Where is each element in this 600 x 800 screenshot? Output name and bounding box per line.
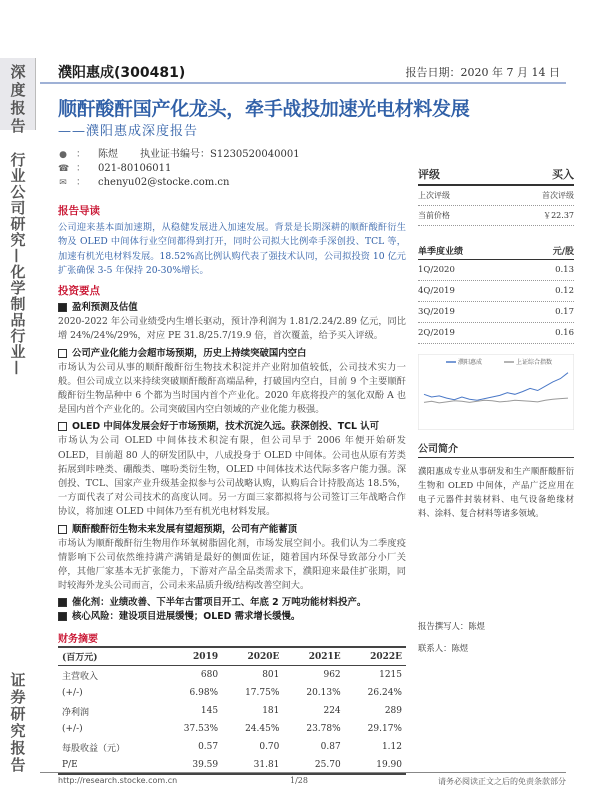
price-trend-svg bbox=[418, 354, 574, 430]
bullet-square-icon bbox=[58, 525, 67, 534]
table-header-cell: 2021E bbox=[283, 647, 344, 666]
table-cell: 1215 bbox=[379, 670, 402, 681]
table-header-cell: (百万元) bbox=[58, 647, 161, 666]
table-cell: 0.70 bbox=[259, 742, 280, 753]
table-row bbox=[58, 666, 406, 685]
table-cell: 每股收益（元） bbox=[62, 743, 126, 754]
person-icon: ● bbox=[59, 150, 67, 160]
table-header-cell: 2020E bbox=[222, 647, 283, 666]
table-row bbox=[58, 738, 406, 757]
table-cell: 29.17% bbox=[367, 724, 402, 735]
table-cell: 289 bbox=[384, 706, 402, 717]
table-cell: 26.24% bbox=[367, 688, 402, 699]
bullet-square-icon bbox=[58, 598, 67, 607]
point-title: 盈利预测及估值 bbox=[72, 302, 138, 314]
eps-row bbox=[418, 281, 574, 302]
rating-line-value: ￥22.37 bbox=[543, 211, 574, 220]
table-cell: 1.12 bbox=[381, 742, 402, 753]
analyst-phone: 021-80106011 bbox=[98, 163, 172, 174]
table-cell: 6.98% bbox=[189, 688, 219, 699]
table-cell: 17.75% bbox=[245, 688, 280, 699]
guide-heading: 报告导读 bbox=[58, 205, 100, 217]
table-cell: 0.87 bbox=[320, 742, 341, 753]
table-cell: (+/-) bbox=[62, 688, 83, 699]
footer-divider bbox=[40, 772, 566, 773]
eps-label: 单季度业绩 bbox=[418, 247, 464, 257]
table-row bbox=[58, 721, 406, 739]
point-text: 市场认为公司从事的顺酐酸酐衍生物技术积淀并产业附加值较低，公司技术实力一般。但公司成立以来持续突破顺酐酸酐高端品种，打破国内空白，目前 9 个主要顺酐酸酐衍生物品种中 6 个都为当时国内首个产业化。2020 年底将投产的氢化双酚 A 也是国内首个产业化的。公司突破国内空白领域的产业化能力极强。 bbox=[58, 361, 406, 416]
rating-label: 评级 bbox=[418, 168, 440, 181]
table-cell: 净利润 bbox=[62, 707, 90, 718]
footer-url[interactable]: http://research.stocke.com.cn bbox=[58, 776, 178, 785]
table-header-cell: 2022E bbox=[345, 647, 406, 666]
eps-value: 0.17 bbox=[555, 307, 574, 317]
table-cell: 962 bbox=[323, 670, 341, 681]
table-cell: 25.70 bbox=[283, 757, 344, 775]
point-item bbox=[58, 347, 406, 361]
industry-label: 行业公司研究—化学制品行业— bbox=[8, 152, 27, 376]
financials-heading: 财务摘要 bbox=[58, 634, 98, 645]
table-cell: 31.81 bbox=[222, 757, 283, 775]
eps-value: 0.13 bbox=[555, 265, 574, 275]
point-title: OLED 中间体发展会好于市场预期，技术沉淀久远。获深创投、TCL 认可 bbox=[72, 421, 380, 433]
report-date: 报告日期：2020 年 7 月 14 日 bbox=[405, 66, 560, 79]
table-cell: (+/-) bbox=[62, 724, 83, 735]
table-cell: 801 bbox=[262, 670, 280, 681]
analyst-block: ● ： 陈煜 执业证书编号：S1230520040001 ☎ ： 021-80106011 ✉ ： chenyu02@stocke.com.cn bbox=[58, 149, 300, 188]
eps-value: 0.16 bbox=[555, 328, 574, 338]
page-subtitle: ——濮阳惠成深度报告 bbox=[58, 124, 199, 139]
point-item bbox=[58, 523, 406, 537]
related-line: 联系人：陈煜 bbox=[418, 643, 469, 653]
table-cell: 24.45% bbox=[245, 724, 280, 735]
point-title: 公司产业化能力会超市场预期，历史上持续突破国内空白 bbox=[72, 347, 307, 359]
eps-period: 4Q/2019 bbox=[418, 286, 455, 296]
table-cell: 23.78% bbox=[306, 724, 341, 735]
point-item bbox=[58, 301, 406, 315]
analyst-cert: 执业证书编号：S1230520040001 bbox=[140, 149, 300, 160]
table-cell: 0.57 bbox=[198, 742, 219, 753]
rating-line bbox=[418, 206, 574, 226]
eps-period: 2Q/2019 bbox=[418, 328, 455, 338]
page-number: 1/28 bbox=[290, 776, 308, 785]
analyst-name: 陈煜 bbox=[98, 149, 118, 160]
points-heading: 投资要点 bbox=[58, 285, 100, 298]
point-text: 2020-2022 年公司业绩受内生增长驱动，预计净利润为 1.81/2.24/2.89 亿元，同比增 24%/24%/29%，对应 PE 31.8/25.7/19.9 倍，首次覆盖，给予买入评级。 bbox=[58, 316, 406, 342]
intro-text: 濮阳惠成专业从事研发和生产顺酐酸酐衍生物和 OLED 中间体，产品广泛应用在电子元器件封装材料、电气设备绝缘材料、涂料、复合材料等诸多领域。 bbox=[418, 466, 574, 518]
intro-heading: 公司简介 bbox=[418, 440, 574, 458]
table-cell: 181 bbox=[262, 706, 280, 717]
sidebar-summary bbox=[418, 166, 574, 654]
report-type-label: 深度报告 bbox=[8, 64, 27, 136]
bullet-square-icon bbox=[58, 303, 67, 312]
table-row bbox=[58, 685, 406, 703]
eps-unit: 元/股 bbox=[552, 247, 574, 257]
table-cell: 680 bbox=[200, 670, 219, 681]
rating-header bbox=[418, 166, 574, 186]
main-column bbox=[58, 204, 406, 624]
eps-row bbox=[418, 260, 574, 281]
rating-line bbox=[418, 186, 574, 206]
eps-value: 0.12 bbox=[555, 286, 574, 296]
rating-line-label: 当前价格 bbox=[418, 211, 450, 220]
price-trend-chart bbox=[418, 354, 574, 430]
point-title: 催化剂：业绩改善、下半年古雷项目开工、年底 2 万吨功能材料投产。 bbox=[72, 597, 367, 609]
point-item bbox=[58, 610, 406, 624]
point-title: 顺酐酸酐衍生物未来发展有望超预期，公司有产能蓄顶 bbox=[72, 523, 298, 535]
analyst-email[interactable]: chenyu02@stocke.com.cn bbox=[98, 177, 230, 188]
phone-icon: ☎ bbox=[58, 164, 70, 174]
header-divider bbox=[40, 82, 566, 84]
rating-line-value: 首次评级 bbox=[542, 191, 574, 200]
rating-value: 买入 bbox=[552, 168, 574, 181]
financials-table bbox=[58, 646, 406, 775]
rating-line-label: 上次评级 bbox=[418, 191, 450, 200]
email-icon: ✉ bbox=[59, 178, 67, 188]
point-item bbox=[58, 596, 406, 610]
footer-disclaimer: 请务必阅读正文之后的免责条款部分 bbox=[438, 777, 566, 786]
securities-report-label: 证券研究报告 bbox=[8, 672, 27, 774]
chart-legend-b: 上证综合指数 bbox=[516, 359, 553, 366]
table-cell: P/E bbox=[58, 757, 161, 775]
table-row bbox=[58, 702, 406, 721]
point-text: 市场认为公司 OLED 中间体技术积淀有限，但公司早于 2006 年便开始研发 OLED，目前超 80 人的研发团队中，八成投身于 OLED 中间体。公司也从原有芳类拓展到咔唑类、硼酸类、噻吩类衍生物，OLED 中间体技术达代际多客户能力强。深创投、TCL、国家产业升级基金拟参与公司战略认购，认购后合计持股高达 18.5%，一方面代表了对公司技术的高度认同。另一方面三家都拟将与公司签订三年战略合作协议，将加速 OLED 中间体乃至有机光电材料发展。 bbox=[58, 435, 406, 518]
chart-legend-a: 濮阳惠成 bbox=[458, 359, 483, 366]
table-cell: 224 bbox=[323, 706, 341, 717]
company-name: 濮阳惠成(300481) bbox=[58, 65, 186, 81]
table-cell: 19.90 bbox=[345, 757, 406, 775]
table-cell: 主营收入 bbox=[62, 671, 99, 682]
bullet-square-icon bbox=[58, 349, 67, 358]
eps-header bbox=[418, 244, 574, 260]
point-text: 市场认为顺酐酸酐衍生物用作环氧树脂固化剂，市场发展空间小。我们认为二季度疫情影响下公司依然维持满产满销是最好的侧面佐证，随着国内环保导致部分小厂关停，其他厂家基本无扩张能力，下游对产品全品类需求下，濮阳迎来最佳扩张期，同时较海外龙头公司而言，公司未来品质升级/结构改善空间大。 bbox=[58, 537, 406, 592]
table-cell: 37.53% bbox=[183, 724, 219, 735]
table-cell: 20.13% bbox=[306, 688, 341, 699]
point-title: 核心风险：建设项目进展缓慢；OLED 需求增长缓慢。 bbox=[72, 611, 301, 623]
bullet-square-icon bbox=[58, 422, 67, 431]
related-line: 报告撰写人：陈煜 bbox=[418, 621, 485, 631]
table-header-cell: 2019 bbox=[161, 647, 222, 666]
eps-period: 3Q/2019 bbox=[418, 307, 455, 317]
guide-text: 公司迎来基本面加速期，从稳健发展进入加速发展。背景是长期深耕的顺酐酸酐衍生物及 OLED 中间体行业空间都得到打开，同时公司拟大比例牵手深创投、TCL 等，加速有机光电材料发展。18.52%高比例认购代表了强技术认同，公司拟投资 10 亿元扩张确保 3-5 年保持 20-30%增长。 bbox=[58, 222, 406, 276]
table-cell: 145 bbox=[200, 706, 219, 717]
point-item bbox=[58, 420, 406, 434]
eps-row bbox=[418, 323, 574, 344]
bullet-square-icon bbox=[58, 612, 67, 621]
page-title: 顺酐酸酐国产化龙头，牵手战投加速光电材料发展 bbox=[58, 98, 470, 120]
table-cell: 39.59 bbox=[161, 757, 222, 775]
eps-period: 1Q/2020 bbox=[418, 265, 455, 275]
eps-row bbox=[418, 302, 574, 323]
